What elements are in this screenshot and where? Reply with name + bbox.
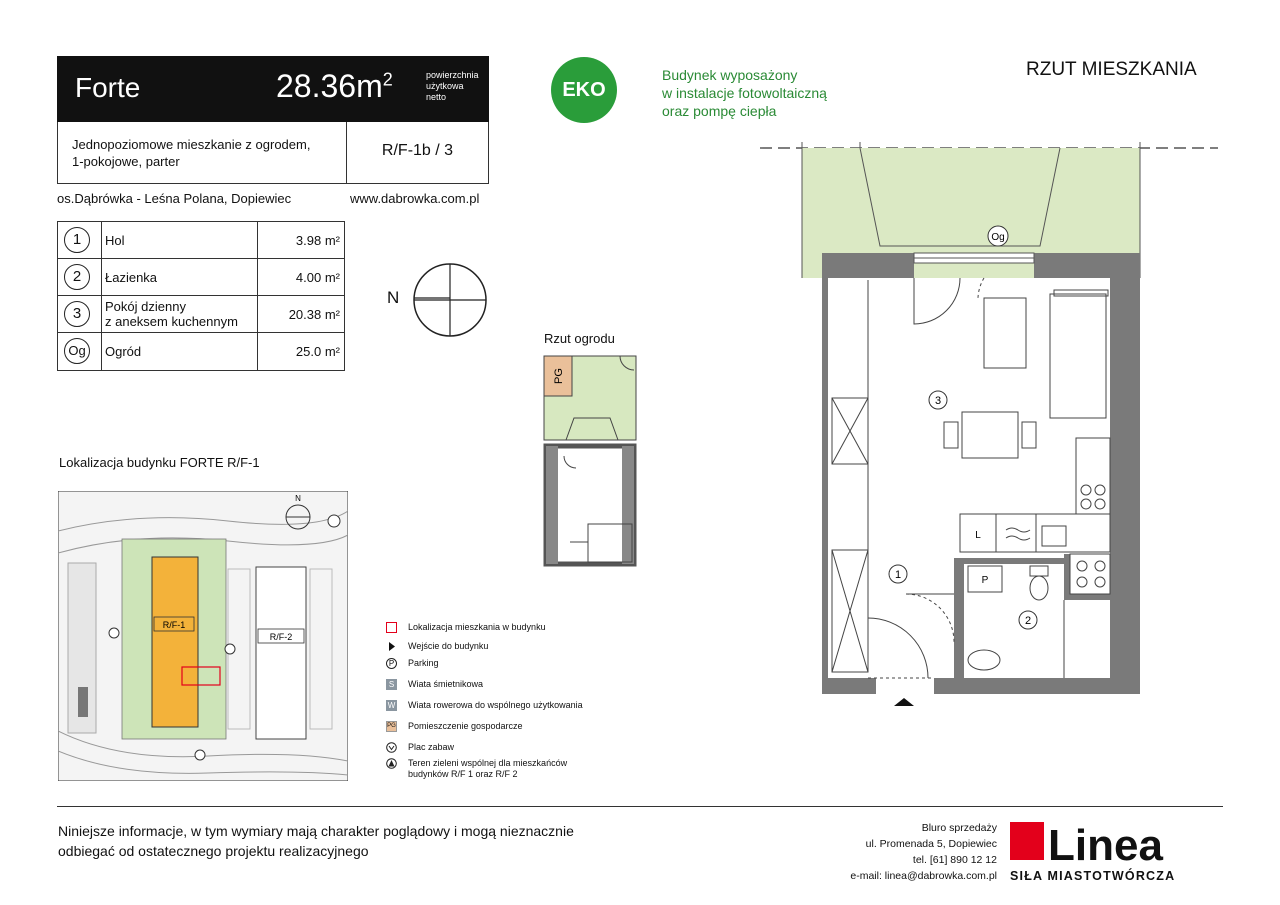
linea-logo <box>1010 818 1224 884</box>
apartment-header <box>57 56 489 122</box>
website-link[interactable]: www.dabrowka.com.pl <box>350 191 480 206</box>
compass-icon <box>412 262 488 338</box>
room-2-number: 2 <box>1024 615 1032 627</box>
area-caption: powierzchnia użytkowa netto <box>426 70 479 102</box>
room-label: Ogród <box>105 344 142 359</box>
rooms-table <box>57 221 345 371</box>
apartment-area: $28.36m^2$ <box>276 68 393 104</box>
triangle-icon <box>386 641 397 652</box>
email-link[interactable]: e-mail: linea@dabrowka.com.pl <box>850 870 997 882</box>
room-label: Pokój dzienny z aneksem kuchennym <box>105 299 238 329</box>
storage-room-icon: PG <box>386 721 397 732</box>
fridge-label: L <box>975 530 981 541</box>
room-label: Łazienka <box>105 270 158 285</box>
entrance-arrow-icon <box>894 698 914 706</box>
brand-tagline: SIŁA MIASTOTWÓRCZA <box>1010 869 1176 883</box>
trash-shed-icon: S <box>386 679 397 690</box>
pg-label: PG <box>553 368 565 384</box>
site-plan-title: Lokalizacja budynku FORTE R/F-1 <box>59 455 260 470</box>
green-area-icon <box>386 758 397 769</box>
location-text: os.Dąbrówka - Leśna Polana, Dopiewiec <box>57 191 292 206</box>
site-plan-map <box>58 491 348 781</box>
room-row <box>58 259 344 296</box>
brand-name: Linea <box>1048 821 1163 870</box>
bike-shed-icon: W <box>387 701 396 710</box>
room-area: 3.98 m² <box>295 233 340 248</box>
garden-plan-title: Rzut ogrodu <box>544 331 615 346</box>
building-rf1-label: R/F-1 <box>162 620 186 630</box>
red-square-icon <box>386 622 397 633</box>
room-area: 4.00 m² <box>295 270 340 285</box>
footer-divider <box>57 806 1223 807</box>
room-number: 2 <box>64 264 90 290</box>
floor-plan <box>758 138 1228 718</box>
apartment-name: Forte <box>75 72 141 103</box>
room-area: 20.38 m² <box>288 307 340 322</box>
room-number: Og <box>64 338 90 364</box>
garden-plan <box>540 352 640 572</box>
room-number: 1 <box>64 227 90 253</box>
room-row <box>58 333 344 370</box>
room-3-number: 3 <box>934 395 942 407</box>
building-rf2-label: R/F-2 <box>269 632 293 642</box>
plan-title: RZUT MIESZKANIA <box>1026 59 1197 80</box>
apartment-info <box>57 122 489 184</box>
apartment-description: Jednopoziomowe mieszkanie z ogrodem, 1-pokojowe, parter <box>72 137 311 169</box>
parking-icon: P <box>386 658 397 669</box>
site-north-letter: N <box>295 494 301 503</box>
room-area: 25.0 m² <box>295 344 340 359</box>
room-1-number: 1 <box>894 569 902 581</box>
room-label: Hol <box>105 233 125 248</box>
eko-badge: EKO <box>551 57 617 123</box>
playground-icon <box>386 742 397 753</box>
disclaimer: Niniejsze informacje, w tym wymiary mają charakter poglądowy i mogą nieznacznie odbiegać od ostatecznego projektu realizacyjnego <box>58 823 574 859</box>
compass-letter: N <box>387 288 400 307</box>
room-row <box>58 222 344 259</box>
garden-tag: Og <box>991 232 1005 243</box>
sales-office-contact: Bluro sprzedaży ul. Promenada 5, Dopiewiec tel. [61] 890 12 12 e-mail: linea@dabrowka.com.pl <box>780 820 997 884</box>
room-number: 3 <box>64 301 90 327</box>
room-row <box>58 296 344 333</box>
washer-label: P <box>981 575 989 586</box>
apartment-code: R/F-1b / 3 <box>381 142 454 159</box>
eko-description: Budynek wyposażony w instalacje fotowoltaiczną oraz pompę ciepła <box>662 67 827 119</box>
